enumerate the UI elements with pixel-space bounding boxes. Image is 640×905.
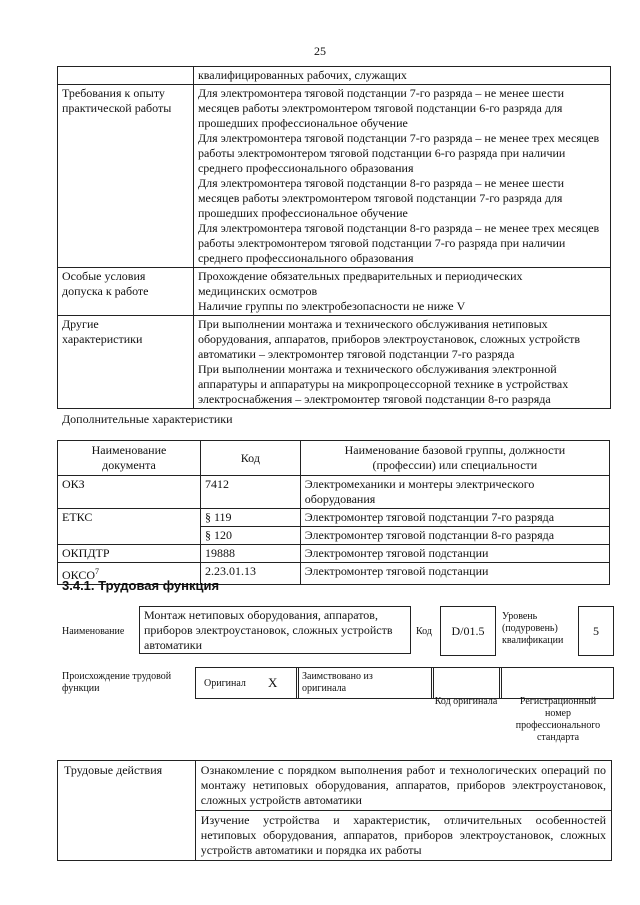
function-code: D/01.5 [451, 623, 485, 638]
cell-code: § 119 [200, 509, 300, 527]
cell-code: 7412 [200, 476, 300, 509]
borrowed-cell [296, 667, 434, 699]
row-value [193, 316, 610, 409]
cell-doc: ОКЗ [58, 476, 201, 509]
row-label [58, 67, 194, 85]
name-label: Наименование [62, 626, 125, 637]
table-row [58, 316, 611, 409]
cell-name: Электромонтер тяговой подстанции [300, 545, 609, 563]
additional-table [57, 440, 610, 585]
requirements-table [57, 66, 611, 409]
cell-name: Электромеханики и монтеры электрического оборудования [300, 476, 609, 509]
text-line: Для электромонтера тяговой подстанции 8-го разряда – не менее шести месяцев работы электромонтером тяговой подстанции 7-го разряда для прошедших профессиональное обучение [197, 176, 565, 220]
text-line: Для электромонтера тяговой подстанции 7-го разряда – не менее шести месяцев работы электромонтером тяговой подстанции 6-го разряда для прошедших профессиональное обучение [197, 86, 565, 130]
table-row [58, 476, 610, 509]
action-item: Изучение устройства и характеристик, отличительных особенностей нетиповых оборудования, аппаратов, приборов электроустановок, сложных устройств автоматики и порядка их работы [195, 811, 611, 861]
actions-table [57, 760, 612, 861]
text-line: Наличие группы по электробезопасности не ниже V [197, 299, 466, 313]
cell-name: Электромонтер тяговой подстанции 7-го разряда [300, 509, 609, 527]
original-mark: X [268, 675, 278, 690]
reg-number-cell [499, 667, 614, 699]
code-original-cell [431, 667, 502, 699]
cell-code: 2.23.01.13 [200, 563, 300, 585]
text-line: При выполнении монтажа и технического обслуживания электронной аппаратуры и аппаратуры на микропроцессорной технике в устройствах электроснабжения – электромонтер тяговой подстанции 8-го разряда [197, 362, 569, 406]
function-heading: 3.4.1. Трудовая функция [62, 578, 220, 593]
origin-label: Происхождение трудовой функции [62, 671, 172, 694]
reg-number-caption: Регистрационный номер профессионального стандарта [515, 696, 601, 743]
original-cell [195, 667, 299, 699]
text-line: Для электромонтера тяговой подстанции 7-го разряда – не менее трех месяцев работы электромонтером тяговой подстанции 6-го разряда при наличии среднего профессионального образования [197, 131, 600, 175]
code-label: Код [416, 626, 432, 637]
function-name: Монтаж нетиповых оборудования, аппаратов, приборов электроустановок, сложных устройств автоматики [144, 608, 393, 652]
row-value [193, 268, 610, 316]
cell-doc [58, 527, 201, 545]
header-name: Наименование базовой группы, должности (профессии) или специальности [300, 441, 609, 476]
table-row [58, 545, 610, 563]
text-line: Для электромонтера тяговой подстанции 8-го разряда – не менее трех месяцев работы электромонтером тяговой подстанции 7-го разряда при наличии среднего профессионального образования [197, 221, 600, 265]
cell-code: § 120 [200, 527, 300, 545]
function-code-box [440, 606, 496, 656]
table-row [58, 85, 611, 268]
code-original-caption: Код оригинала [434, 696, 498, 707]
actions-label: Трудовые действия [58, 761, 196, 861]
original-label: Оригинал [204, 678, 246, 689]
table-row [58, 761, 612, 811]
row-value [193, 85, 610, 268]
table-row [58, 268, 611, 316]
level-value: 5 [593, 623, 599, 638]
row-label: Требования к опыту практической работы [58, 85, 194, 268]
cell-code: 19888 [200, 545, 300, 563]
level-label: Уровень (подуровень) квалификации [502, 611, 564, 646]
row-label: Другие характеристики [58, 316, 194, 409]
table-row [58, 509, 610, 527]
action-item: Ознакомление с порядком выполнения работ и технологических операций по монтажу нетиповых оборудования, аппаратов, приборов электроустановок, сложных устройств автоматики [195, 761, 611, 811]
level-box [578, 606, 614, 656]
table-header-row [58, 441, 610, 476]
text-line: Прохождение обязательных предварительных и периодических медицинских осмотров [197, 269, 523, 298]
header-code: Код [200, 441, 300, 476]
table-row [58, 527, 610, 545]
borrowed-label: Заимствовано из оригинала [302, 671, 373, 694]
header-doc: Наименование документа [58, 441, 201, 476]
footnote-ref: 7 [95, 567, 100, 576]
cell-doc-text: ОКСО [62, 568, 96, 582]
text-line: При выполнении монтажа и технического обслуживания нетиповых оборудования, аппаратов, приборов электроустановок, сложных устройств автоматики – электромонтер тяговой подстанции 7-го разряда [197, 317, 581, 361]
cell-name: Электромонтер тяговой подстанции [300, 563, 609, 585]
cell-doc: ЕТКС [58, 509, 201, 527]
cell-doc: ОКПДТР [58, 545, 201, 563]
section-heading: Дополнительные характеристики [62, 412, 233, 426]
page-number: 25 [314, 44, 326, 58]
table-row [58, 67, 611, 85]
row-label: Особые условия допуска к работе [58, 268, 194, 316]
function-name-box [139, 606, 411, 654]
cell-name: Электромонтер тяговой подстанции 8-го разряда [300, 527, 609, 545]
row-value: квалифицированных рабочих, служащих [193, 67, 610, 85]
